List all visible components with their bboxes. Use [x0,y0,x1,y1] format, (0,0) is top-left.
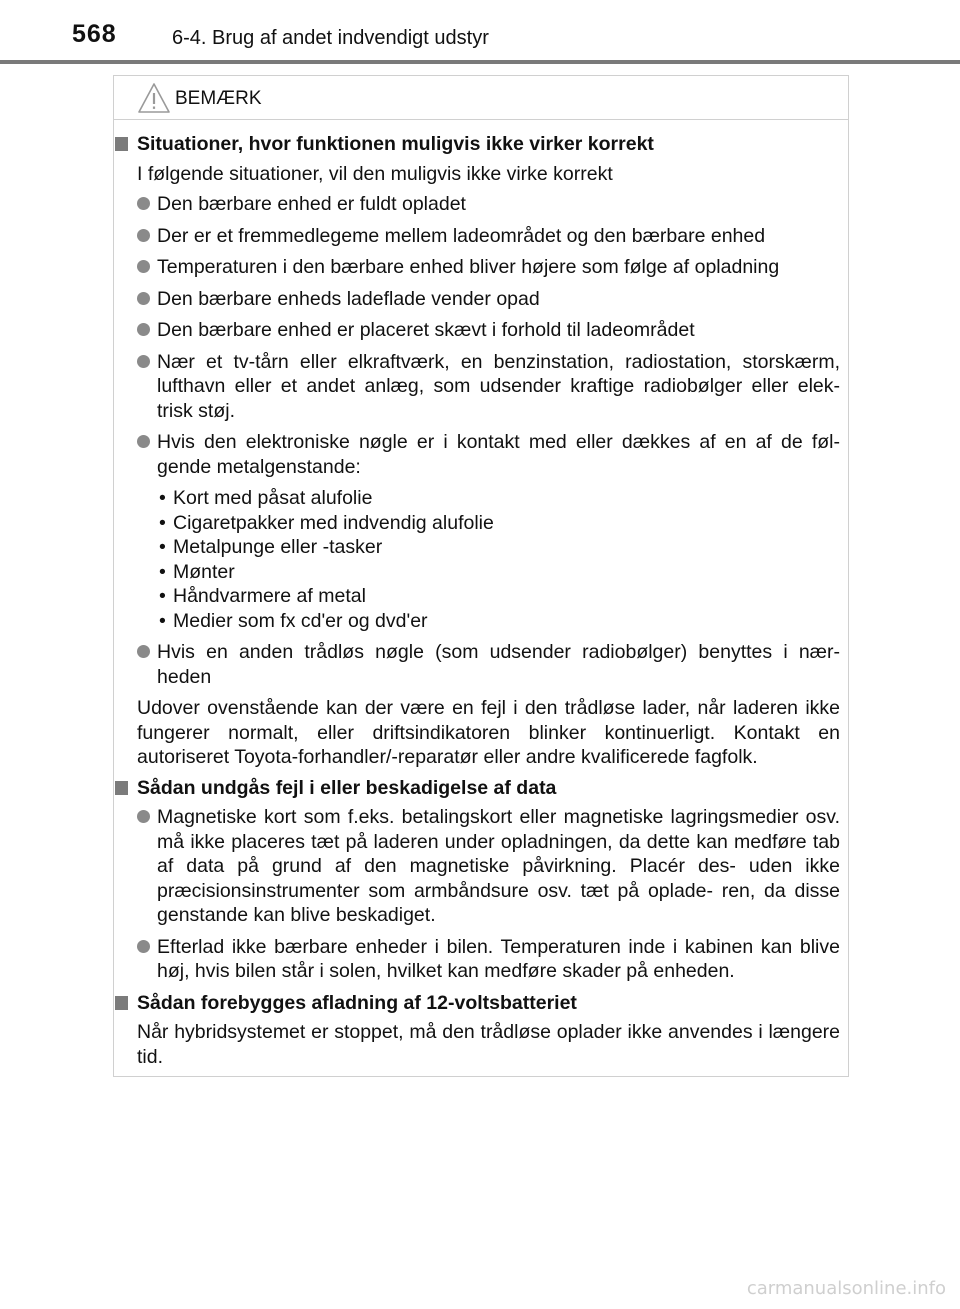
notice-header [114,76,848,120]
circle-bullet-icon [137,229,150,242]
section-intro: I følgende situationer, vil den muligvis ikke virke korrekt [137,162,613,185]
sub-list-item: • Medier som fx cd'er og dvd'er [157,609,840,634]
sub-list-item: • Kort med påsat alufolie [157,486,840,511]
notice-content [114,132,840,1075]
warning-triangle-icon [137,82,171,114]
list-item: Hvis den elektroniske nøgle er i kontakt med eller dækkes af en af de føl- gende metalgenstande: • Kort med påsat alufolie • Cigaretpakker med indvendig alufolie • Metalpunge eller -tasker • Mønter • Håndvarmere af metal • Medier som fx cd'er og dvd'er [137,430,840,633]
section-text: Når hybridsystemet er stoppet, må den trådløse oplader ikke anvendes i længere tid. [137,1021,840,1068]
circle-bullet-icon [137,355,150,368]
list-item: Den bærbare enhed er fuldt opladet [137,192,840,217]
section-heading: Situationer, hvor funktionen muligvis ikke virker korrekt [137,132,840,157]
list-item: Efterlad ikke bærbare enheder i bilen. Temperaturen inde i kabinen kan blive høj, hvis bilen står i solen, hvilket kan medføre skader på enheden. [137,935,840,984]
section-battery-discharge [114,991,840,1070]
circle-bullet-icon [137,292,150,305]
page-header [0,0,960,70]
page-number: 568 [72,20,117,48]
watermark: carmanualsonline.info [746,1278,946,1299]
circle-bullet-icon [137,940,150,953]
sub-list-item: • Metalpunge eller -tasker [157,535,840,560]
sub-list-item: • Mønter [157,560,840,585]
section-heading: Sådan undgås fejl i eller beskadigelse af data [137,776,840,801]
notice-label: BEMÆRK [175,88,262,109]
list-item: Der er et fremmedlegeme mellem ladeområdet og den bærbare enhed [137,224,840,249]
section-outro: Udover ovenstående kan der være en fejl i den trådløse lader, når laderen ikke fungerer normalt, eller driftsindikatoren blinker kontinuerligt. Kontakt en autoriseret Toyota-forhandler/-reparatør eller andre kvalificerede fagfolk. [137,697,840,768]
list-item: Den bærbare enhed er placeret skævt i forhold til ladeområdet [137,318,840,343]
list-item: Nær et tv-tårn eller elkraftværk, en benzinstation, radiostation, storskærm, lufthavn eller et andet anlæg, som udsender kraftige radiobølger eller elek- trisk støj. [137,350,840,424]
notice-box [113,75,849,1077]
list-item: Den bærbare enheds ladeflade vender opad [137,287,840,312]
circle-bullet-icon [137,435,150,448]
section-functional-situations [114,132,840,770]
header-rule [0,60,960,64]
list-item: Magnetiske kort som f.eks. betalingskort eller magnetiske lagringsmedier osv. må ikke placeres tæt på laderen under opladningen, da dette kan medføre tab af data på grund af den magnetiske påvirkning. Placér des- uden ikke præcisionsinstrumenter som armbåndsure osv. tæt på oplade- ren, da disse genstande kan blive beskadiget. [137,805,840,928]
sub-list-item: • Cigaretpakker med indvendig alufolie [157,511,840,536]
square-bullet-icon [115,137,128,151]
sub-list-item: • Håndvarmere af metal [157,584,840,609]
list-item: Hvis en anden trådløs nøgle (som udsender radiobølger) benyttes i nær- heden [137,640,840,689]
circle-bullet-icon [137,810,150,823]
section-heading: Sådan forebygges afladning af 12-voltsbatteriet [137,991,840,1016]
circle-bullet-icon [137,197,150,210]
square-bullet-icon [115,996,128,1010]
circle-bullet-icon [137,260,150,273]
circle-bullet-icon [137,323,150,336]
metal-objects-list [157,486,840,633]
circle-bullet-icon [137,645,150,658]
square-bullet-icon [115,781,128,795]
section-title: 6-4. Brug af andet indvendigt udstyr [172,27,489,49]
section-data-protection [114,776,840,984]
list-item: Temperaturen i den bærbare enhed bliver højere som følge af opladning [137,255,840,280]
